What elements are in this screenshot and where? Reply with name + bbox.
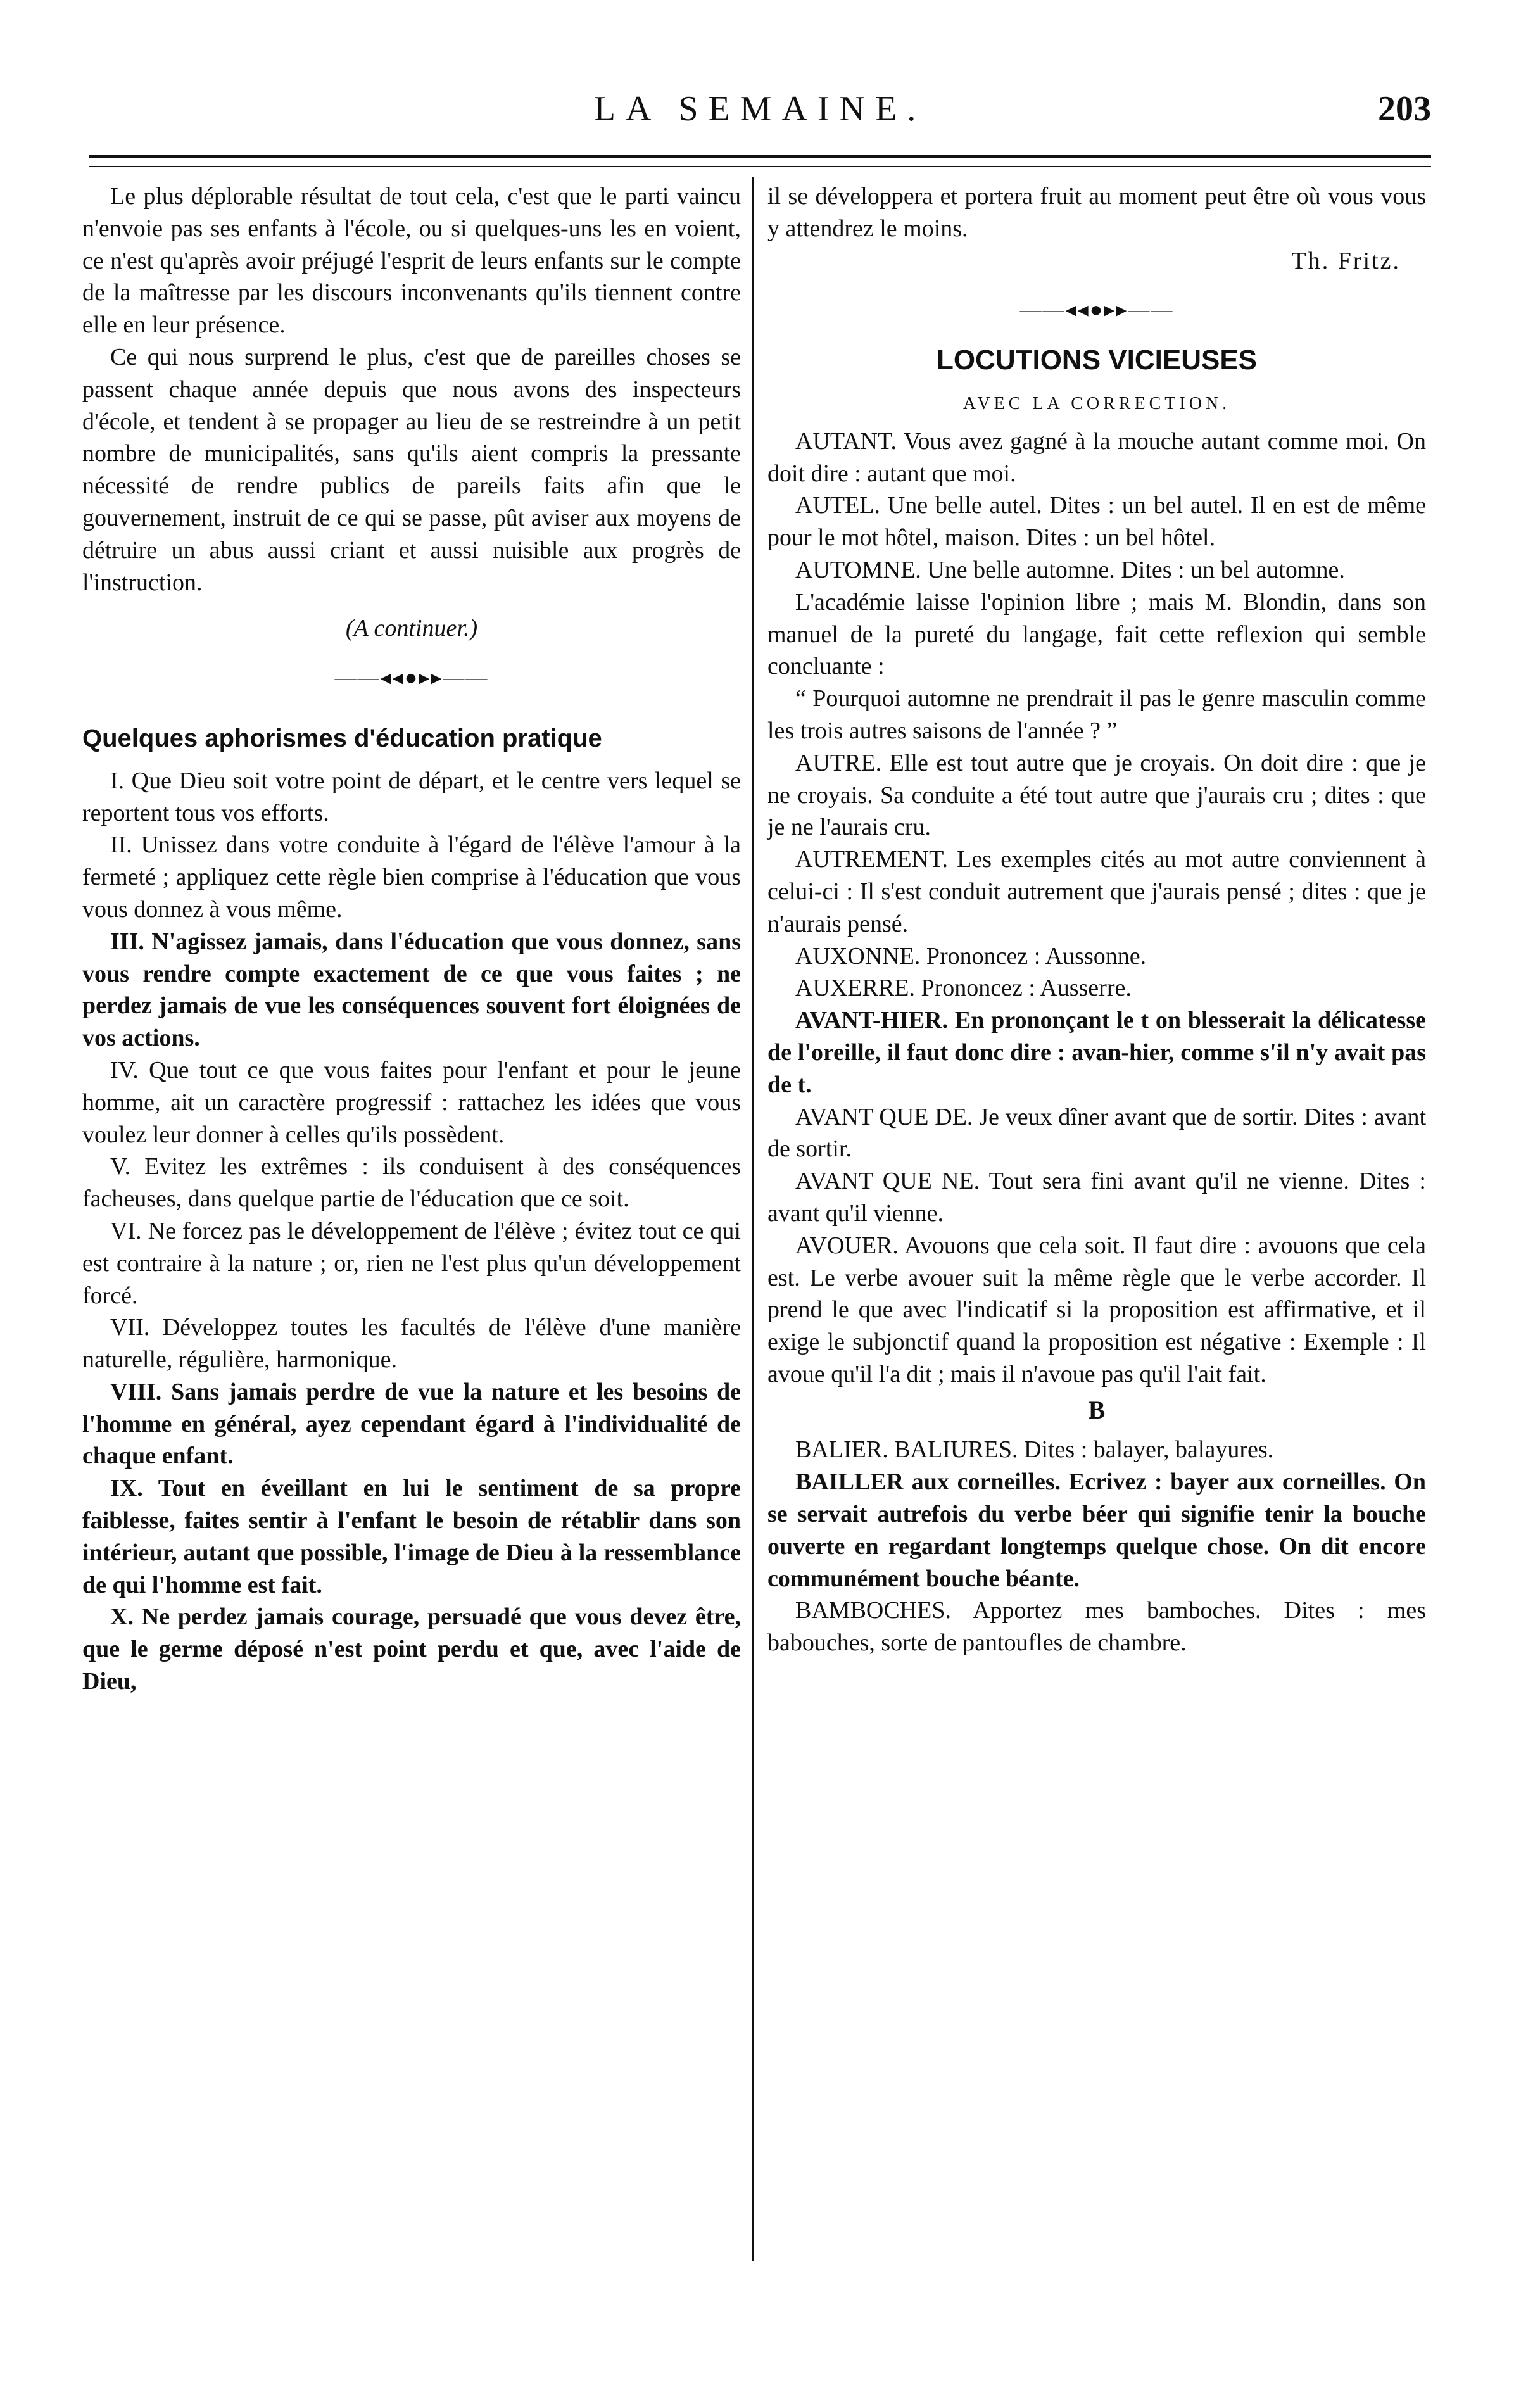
locution-entry: AUTREMENT. Les exemples cités au mot autre conviennent à celui-ci : Il s'est conduit autrement que j'aurais pensé ; dites : que je n'aurais pensé. xyxy=(767,846,1426,937)
aphorism-item: VII. Développez toutes les facultés de l'élève d'une manière naturelle, régulière, harmonique. xyxy=(82,1314,741,1374)
locution-entry: BAILLER aux corneilles. Ecrivez : bayer aux corneilles. On se servait autrefois du verbe béer qui signifie tenir la bouche ouverte en regardant longtemps quelque chose. On dit encore communément bouche béante. xyxy=(767,1469,1426,1592)
locution-entry: AUXERRE. Prononcez : Ausserre. xyxy=(795,975,1132,1002)
right-column xyxy=(767,180,1426,1659)
aphorism-item: III. N'agissez jamais, dans l'éducation que vous donnez, sans vous rendre compte exactement de ce que vous faites ; ne perdez jamais de vue les conséquences souvent fort éloignées de vos actions. xyxy=(82,928,741,1052)
paragraph: Le plus déplorable résultat de tout cela, c'est que le parti vaincu n'envoie pas ses enfants à l'école, ou si quelques-uns les en voient, ce n'est qu'après avoir préjugé l'esprit de leurs enfants sur le compte de la maîtresse par les discours inconvenants qu'ils tiennent contre elle en leur présence. xyxy=(82,183,741,339)
aphorism-item: V. Evitez les extrêmes : ils conduisent à des conséquences facheuses, dans quelque partie de l'éducation que ce soit. xyxy=(82,1153,741,1213)
aphorism-item: VIII. Sans jamais perdre de vue la nature et les besoins de l'homme en général, ayez cependant égard à l'individualité de chaque enfant. xyxy=(82,1378,741,1470)
aphorism-item: I. Que Dieu soit votre point de départ, et le centre vers lequel se reportent tous vos efforts. xyxy=(82,767,741,826)
aphorism-item: II. Unissez dans votre conduite à l'égard de l'élève l'amour à la fermeté ; appliquez cette règle bien comprise à l'éducation que vous vous donnez à vous même. xyxy=(82,831,741,923)
paragraph: il se développera et portera fruit au moment peut être où vous vous y attendrez le moins. xyxy=(767,183,1426,242)
aphorism-item: VI. Ne forcez pas le développement de l'élève ; évitez tout ce qui est contraire à la nature ; or, rien ne l'est plus qu'un développement forcé. xyxy=(82,1217,741,1309)
locution-entry: AUTRE. Elle est tout autre que je croyais. On doit dire : que je ne croyais. Sa conduite a été tout autre que j'aurais cru ; dites : que je ne l'aurais cru. xyxy=(767,749,1426,841)
page-header xyxy=(89,89,1431,133)
locutions-subheading: AVEC LA CORRECTION. xyxy=(962,393,1231,414)
locution-entry: BAMBOCHES. Apportez mes bamboches. Dites : mes babouches, sorte de pantoufles de chambre. xyxy=(767,1597,1426,1657)
section-letter: B xyxy=(1088,1395,1106,1424)
locution-entry: AVANT QUE NE. Tout sera fini avant qu'il ne vienne. Dites : avant qu'il vienne. xyxy=(767,1168,1426,1227)
locution-entry: “ Pourquoi automne ne prendrait il pas le genre masculin comme les trois autres saisons de l'année ? ” xyxy=(767,685,1426,744)
aphorism-item: X. Ne perdez jamais courage, persuadé que vous devez être, que le germe déposé n'est point perdu et que, avec l'aide de Dieu, xyxy=(82,1603,741,1695)
signature: Th. Fritz. xyxy=(1291,247,1401,274)
aphorism-item: IV. Que tout ce que vous faites pour l'enfant et pour le jeune homme, ait un caractère progressif : rattachez les idées que vous voulez leur donner à celles qu'ils possèdent. xyxy=(82,1056,741,1148)
locution-entry: AVANT QUE DE. Je veux dîner avant que de sortir. Dites : avant de sortir. xyxy=(767,1103,1426,1163)
locution-entry: AVOUER. Avouons que cela soit. Il faut dire : avouons que cela est. Le verbe avouer suit la même règle que le verbe accorder. Il prend le que avec l'indicatif si la proposition est affirmative, et il exige le subjonctif quand la proposition est négative : Exemple : Il avoue qu'il l'a dit ; mais il n'avoue pas qu'il l'ait fait. xyxy=(767,1232,1426,1387)
journal-title: LA SEMAINE. xyxy=(593,89,926,129)
page-number: 203 xyxy=(1378,89,1431,129)
ornament-divider: ——◂◂●▸▸—— xyxy=(334,666,489,690)
ornament-divider: ——◂◂●▸▸—— xyxy=(1019,298,1174,322)
aphorisms-heading: Quelques aphorismes d'éducation pratique xyxy=(82,724,602,752)
locutions-heading: LOCUTIONS VICIEUSES xyxy=(936,344,1258,376)
locution-entry: AUTOMNE. Une belle automne. Dites : un bel automne. xyxy=(795,556,1345,583)
locution-entry: AUXONNE. Prononcez : Aussonne. xyxy=(795,942,1147,970)
locution-entry: AVANT-HIER. En prononçant le t on blesserait la délicatesse de l'oreille, il faut donc dire : avan-hier, comme s'il n'y avait pas de t. xyxy=(767,1007,1426,1098)
locution-entry: AUTEL. Une belle autel. Dites : un bel autel. Il en est de même pour le mot hôtel, maison. Dites : un bel hôtel. xyxy=(767,492,1426,552)
aphorism-item: IX. Tout en éveillant en lui le sentiment de sa propre faiblesse, faites sentir à l'enfant le besoin de rétablir dans son intérieur, autant que possible, l'image de Dieu à la ressemblance de qui l'homme est fait. xyxy=(82,1475,741,1598)
continued-note: (A continuer.) xyxy=(345,615,478,642)
paragraph: Ce qui nous surprend le plus, c'est que de pareilles choses se passent chaque année depuis que nous avons des inspecteurs d'école, et tendent à se propager au lieu de se restreindre à un petit nombre de municipalités, sans qu'ils aient compris la pressante nécessité de rendre publics de pareils faits afin que le gouvernement, instruit de ce qui se passe, pût aviser aux moyens de détruire un abus aussi criant et aussi nuisible aux progrès de l'instruction. xyxy=(82,343,741,596)
column-divider xyxy=(752,177,754,2261)
locution-entry: L'académie laisse l'opinion libre ; mais M. Blondin, dans son manuel de la pureté du langage, fait cette reflexion qui semble concluante : xyxy=(767,588,1426,680)
header-rule-thin xyxy=(89,166,1431,167)
locution-entry: AUTANT. Vous avez gagné à la mouche autant comme moi. On doit dire : autant que moi. xyxy=(767,427,1426,487)
left-column xyxy=(82,180,741,1698)
locution-entry: BALIER. BALIURES. Dites : balayer, balayures. xyxy=(795,1436,1274,1463)
header-rule xyxy=(89,155,1431,158)
